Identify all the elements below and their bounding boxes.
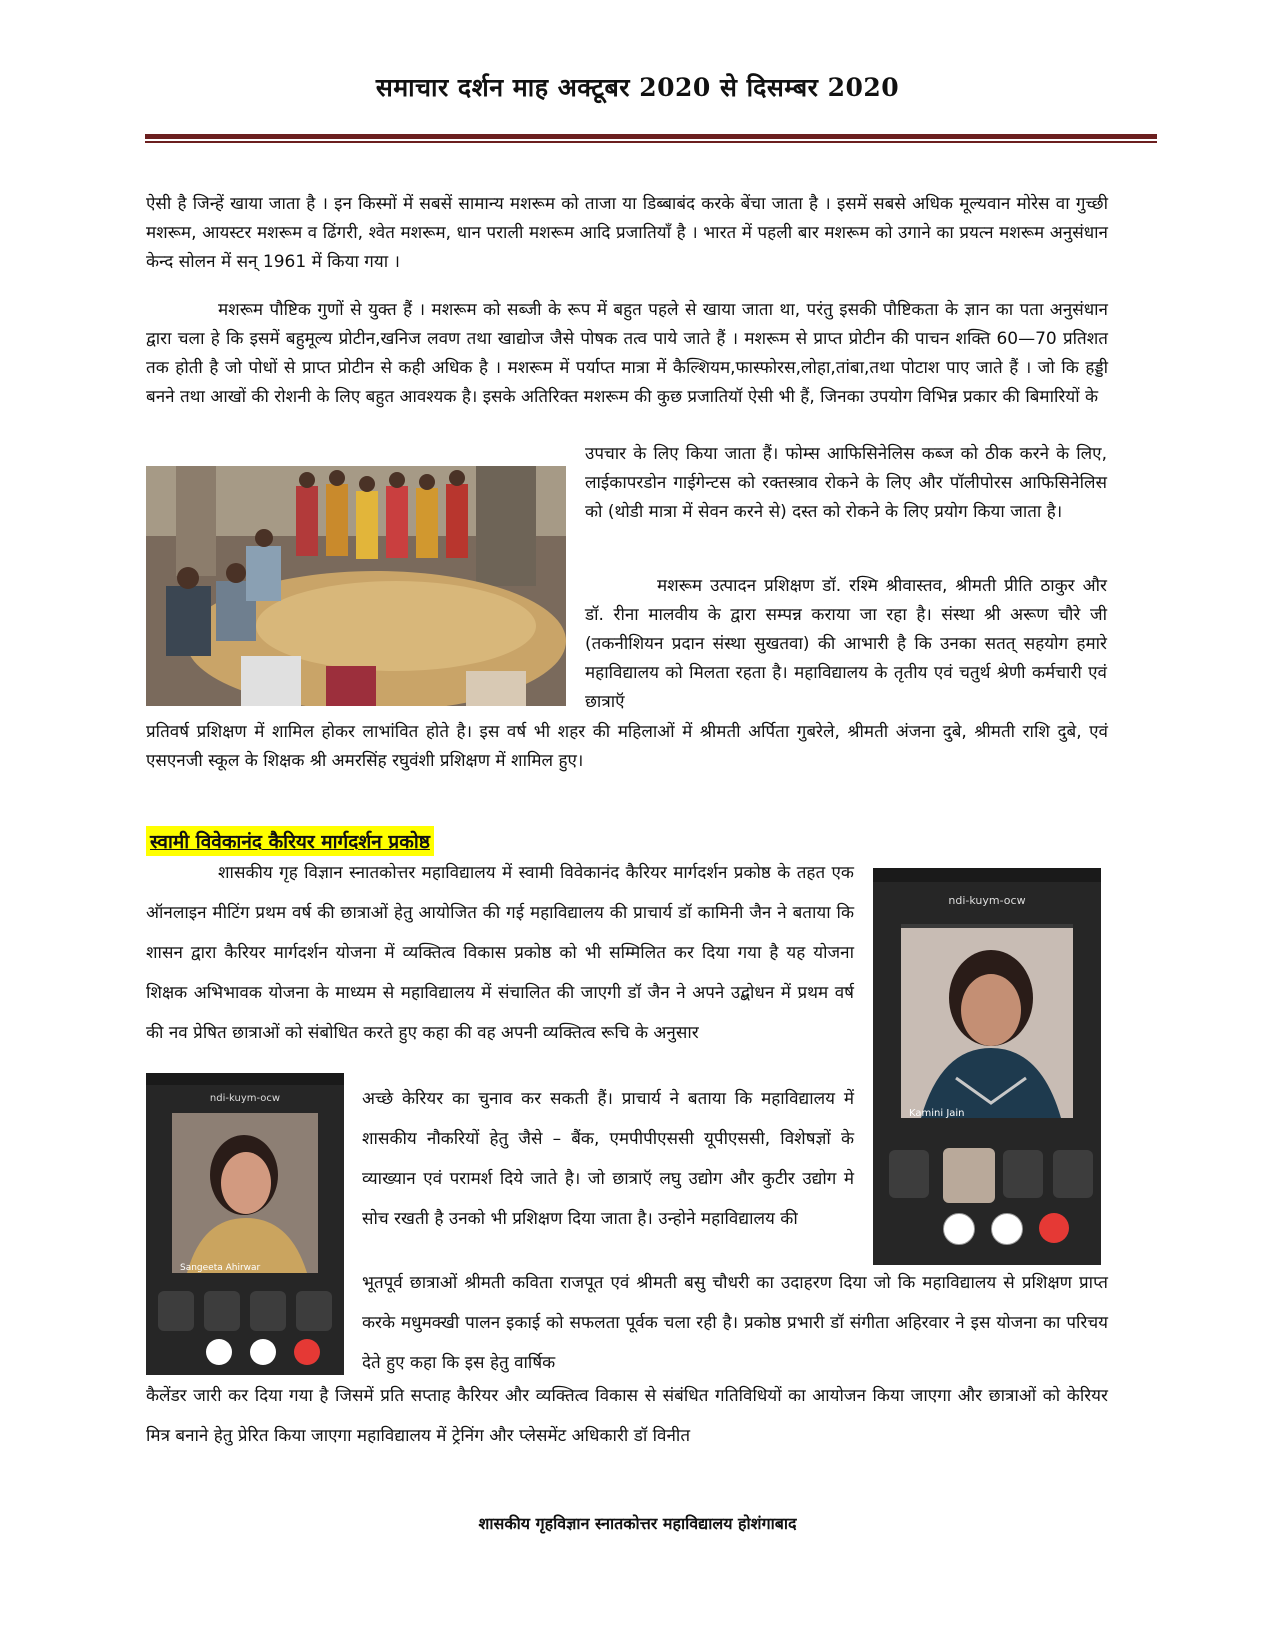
page-title: समाचार दर्शन माह अक्टूबर 2020 से दिसम्बर 2020 — [375, 73, 900, 102]
paragraph-mushroom-medicinal: उपचार के लिए किया जाता हैं। फोम्स आफिसिनेलिस कब्ज को ठीक करने के लिए, लाईकापरडोन गाईगेन्टस को रक्तस्त्राव रोकने के लिए और पॉलीपोरस आफिसिनेलिस को (थोडी मात्रा में सेवन करने से) दस्त को रोकने के लिए प्रयोग किया जाता है। — [585, 444, 1107, 522]
section-heading-career-cell: स्वामी विवेकानंद कैरियर मार्गदर्शन प्रकोष्ठ — [146, 826, 434, 856]
thumb-others — [889, 1150, 929, 1198]
camera-off-icon[interactable] — [250, 1339, 276, 1365]
thumb-others — [158, 1291, 194, 1331]
status-bar — [873, 868, 1101, 882]
meeting-code: ndi-kuym-ocw — [948, 894, 1026, 907]
mic-off-icon[interactable] — [206, 1339, 232, 1365]
thumb-participant — [204, 1291, 240, 1331]
paragraph-career-jobs: अच्छे केरियर का चुनाव कर सकती हैं। प्राचार्य ने बताया कि महाविद्यालय में शासकीय नौकरियों हेतु जैसे – बैंक, एमपीपीएससी यूपीएससी, विशेषज्ञों के व्याख्यान एवं परामर्श दिये जाते है। जो छात्राऍ लघु उद्योग और कुटीर उद्योग मे सोच रखती है उनको भी प्रशिक्षण दिया जाता है। उन्होने महाविद्यालय की — [362, 1089, 854, 1229]
paragraph-career-calendar: कैलेंडर जारी कर दिया गया है जिसमें प्रति सप्ताह कैरियर और व्यक्तित्व विकास से संबंधित गतिविधियों का आयोजन किया जाएगा और छात्राओं को केरियर मित्र बनाने हेतु प्रेरित किया जाएगा महाविद्यालय में ट्रेनिंग और प्लेसमेंट अधिकारी डॉ विनीत — [146, 1386, 1108, 1446]
participant-portrait — [172, 1113, 318, 1273]
paragraph-career-meeting: शासकीय गृह विज्ञान स्नातकोत्तर महाविद्यालय में स्वामी विवेकानंद कैरियर मार्गदर्शन प्रकोष्ठ के तहत एक ऑनलाइन मीटिंग प्रथम वर्ष की छात्राओं हेतु आयोजित की गई महाविद्यालय की प्राचार्य डॉ कामिनी जैन ने बताया कि शासन द्वारा कैरियर मार्गदर्शन योजना में व्यक्तित्व विकास प्रकोष्ठ को भी सम्मिलित कर दिया गया है यह योजना शिक्षक अभिभावक योजना के माध्यम से महाविद्यालय में संचालित की जाएगी डॉ जैन ने अपने उद्बोधन में प्रथम वर्ष की नव प्रेषित छात्राओं को संबोधित करते हुए कहा की वह अपनी व्यक्तित्व रूचि के अनुसार — [146, 863, 854, 1043]
mushroom-training-photo — [146, 466, 566, 706]
paragraph-mushroom-nutrition: मशरूम पौष्टिक गुणों से युक्त हैं । मशरूम को सब्जी के रूप में बहुत पहले से खाया जाता था, परंतु इसकी पौष्टिकता के ज्ञान का पता अनुसंधान द्वारा चला हे कि इसमें बहुमूल्य प्रोटीन,खनिज लवण तथा खाद्योज जैसे पोषक तत्व पाये जाते हैं । मशरूम से प्राप्त प्रोटीन की पाचन शक्ति 60—70 प्रतिशत तक होती है जो पोधों से प्राप्त प्रोटीन से कही अधिक है । मशरूम में पर्याप्त मात्रा में कैल्शियम,फास्फोरस,लोहा,तांबा,तथा पोटाश पाए जाते हैं । जो कि हड्डी बनने तथा आखों की रोशनी के लिए बहुत आवश्यक है। इसके अतिरिक्त मशरूम की कुछ प्रजातियॉ ऐसी भी हैं, जिनका उपयोग विभिन्न प्रकार की बिमारियों के — [146, 300, 1108, 407]
page-footer: शासकीय गृहविज्ञान स्नातकोत्तर महाविद्यालय होशंगाबाद — [478, 1514, 797, 1533]
participant-name-tag: Sangeeta Ahirwar — [180, 1263, 261, 1273]
mushroom-training-image — [146, 466, 566, 706]
header-rule — [145, 134, 1157, 139]
thumb-self — [296, 1291, 332, 1331]
paragraph-training-participants: प्रतिवर्ष प्रशिक्षण में शामिल होकर लाभांवित होते है। इस वर्ष भी शहर की महिलाओं में श्रीमती अर्पिता गुबरेले, श्रीमती अंजना दुबे, श्रीमती राशि दुबे, एवं एसएनजी स्कूल के शिक्षक श्री अमरसिंह रघुवंशी प्रशिक्षण में शामिल हुए। — [146, 722, 1108, 771]
participant-video-main — [901, 928, 1073, 1118]
meeting-code: ndi-kuym-ocw — [209, 1093, 281, 1104]
participant-portrait — [901, 928, 1073, 1118]
header-rule-thin — [145, 141, 1157, 143]
thumb-participant — [1003, 1150, 1043, 1198]
video-call-screenshot-incharge — [146, 1073, 344, 1375]
thumb-self — [943, 1148, 995, 1203]
camera-off-icon[interactable] — [991, 1213, 1023, 1245]
participant-video-main — [172, 1113, 318, 1273]
status-bar — [146, 1073, 344, 1085]
paragraph-mushroom-varieties: ऐसी है जिन्हें खाया जाता है । इन किस्मों में सबसें सामान्य मशरूम को ताजा या डिब्बाबंद करके बेंचा जाता है । इसमें सबसे अधिक मूल्यवान मोरेस वा गुच्छी मशरूम, आयस्टर मशरूम व ढिंगरी, श्वेत मशरूम, धान पराली मशरूम आदि प्रजातियाँ है । भारत में पहली बार मशरूम को उगाने का प्रयत्न मशरूम अनुसंधान केन्द सोलन में सन् 1961 में किया गया । — [146, 194, 1108, 272]
paragraph-career-alumni: भूतपूर्व छात्राओं श्रीमती कविता राजपूत एवं श्रीमती बसु चौधरी का उदाहरण दिया जो कि महाविद्यालय से प्रशिक्षण प्राप्त करके मधुमक्खी पालन इकाई को सफलता पूर्वक चला रही है। प्रकोष्ठ प्रभारी डॉ संगीता अहिरवार ने इस योजना का परिचय देते हुए कहा कि इस हेतु वार्षिक — [362, 1273, 1108, 1373]
thumb-participant-2 — [250, 1291, 286, 1331]
participant-name-tag: Kamini Jain — [909, 1108, 965, 1119]
end-call-icon[interactable] — [294, 1339, 320, 1365]
video-call-screenshot-principal — [873, 868, 1101, 1265]
thumb-participant-2 — [1053, 1150, 1093, 1198]
paragraph-mushroom-training: मशरूम उत्पादन प्रशिक्षण डॉ. रश्मि श्रीवास्तव, श्रीमती प्रीति ठाकुर और डॉ. रीना मालवीय के द्वारा सम्पन्न कराया जा रहा है। संस्था श्री अरूण चौरे जी (तकनीशियन प्रदान संस्था सुखतवा) की आभारी है कि उनका सतत् सहयोग हमारे महाविद्यालय को मिलता रहता है। महाविद्यालय के तृतीय एवं चतुर्थ श्रेणी कर्मचारी एवं छात्राऍ — [585, 576, 1107, 712]
end-call-icon[interactable] — [1039, 1213, 1069, 1243]
mic-off-icon[interactable] — [943, 1213, 975, 1245]
